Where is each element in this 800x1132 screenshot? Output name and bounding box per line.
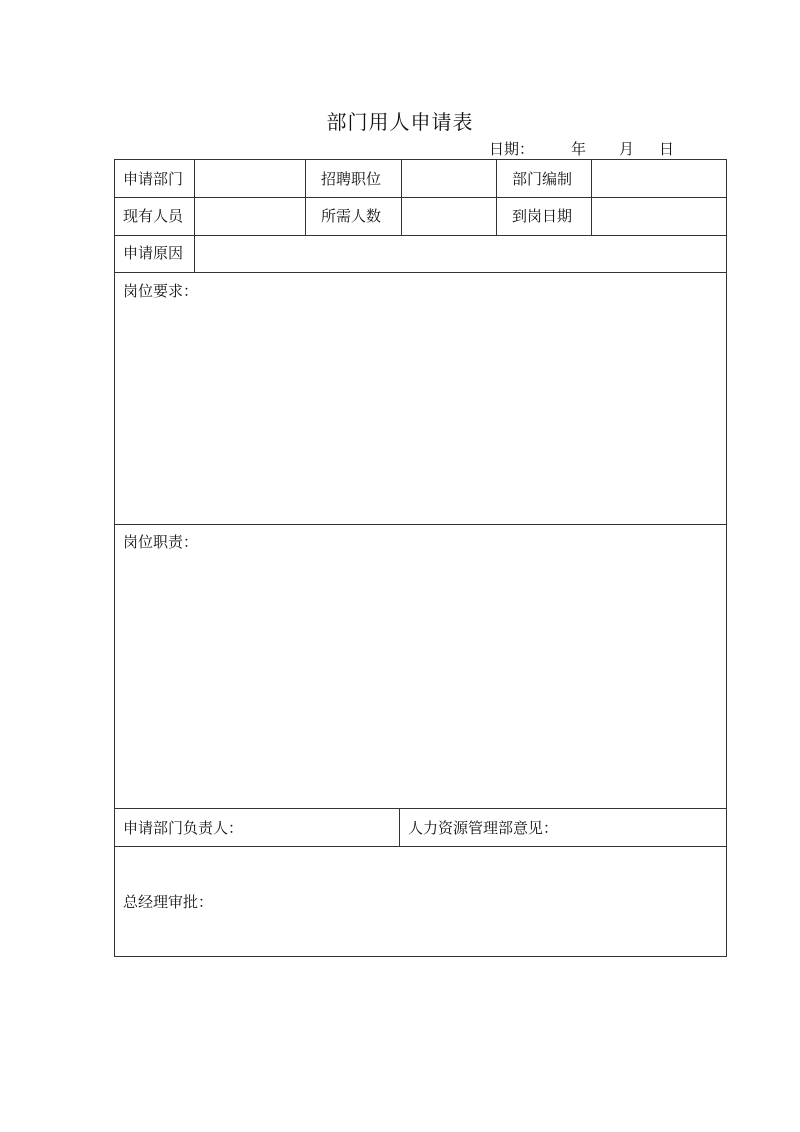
duties-field[interactable] xyxy=(123,556,718,800)
dept-field[interactable] xyxy=(195,160,305,197)
column-divider xyxy=(305,160,306,235)
row-divider xyxy=(115,808,726,809)
date-label: 日期： xyxy=(489,140,535,158)
row-divider xyxy=(115,524,726,525)
position-field[interactable] xyxy=(402,160,496,197)
row-divider xyxy=(115,272,726,273)
application-form-table xyxy=(114,159,727,957)
column-divider xyxy=(496,160,497,235)
column-divider xyxy=(399,808,400,846)
headcount-quota-field[interactable] xyxy=(592,160,726,197)
row-divider xyxy=(115,846,726,847)
position-label: 招聘职位 xyxy=(321,170,382,188)
required-count-field[interactable] xyxy=(402,198,496,235)
hr-opinion-label: 人力资源管理部意见： xyxy=(408,819,559,837)
date-month-label: 月 xyxy=(619,140,635,158)
headcount-quota-label: 部门编制 xyxy=(512,170,573,188)
start-date-field[interactable] xyxy=(592,198,726,235)
current-staff-label: 现有人员 xyxy=(123,207,184,225)
gm-approval-label: 总经理审批： xyxy=(123,893,214,911)
required-count-label: 所需人数 xyxy=(321,207,382,225)
current-staff-field[interactable] xyxy=(195,198,305,235)
dept-head-signature-label: 申请部门负责人： xyxy=(123,819,244,837)
requirements-field[interactable] xyxy=(123,304,718,516)
form-title: 部门用人申请表 xyxy=(326,110,474,134)
reason-field[interactable] xyxy=(195,236,726,272)
dept-label: 申请部门 xyxy=(123,170,184,188)
date-day-label: 日 xyxy=(659,140,675,158)
start-date-label: 到岗日期 xyxy=(512,207,573,225)
requirements-label: 岗位要求： xyxy=(123,282,199,300)
duties-label: 岗位职责： xyxy=(123,533,199,551)
reason-label: 申请原因 xyxy=(123,244,184,262)
date-year-label: 年 xyxy=(571,140,587,158)
